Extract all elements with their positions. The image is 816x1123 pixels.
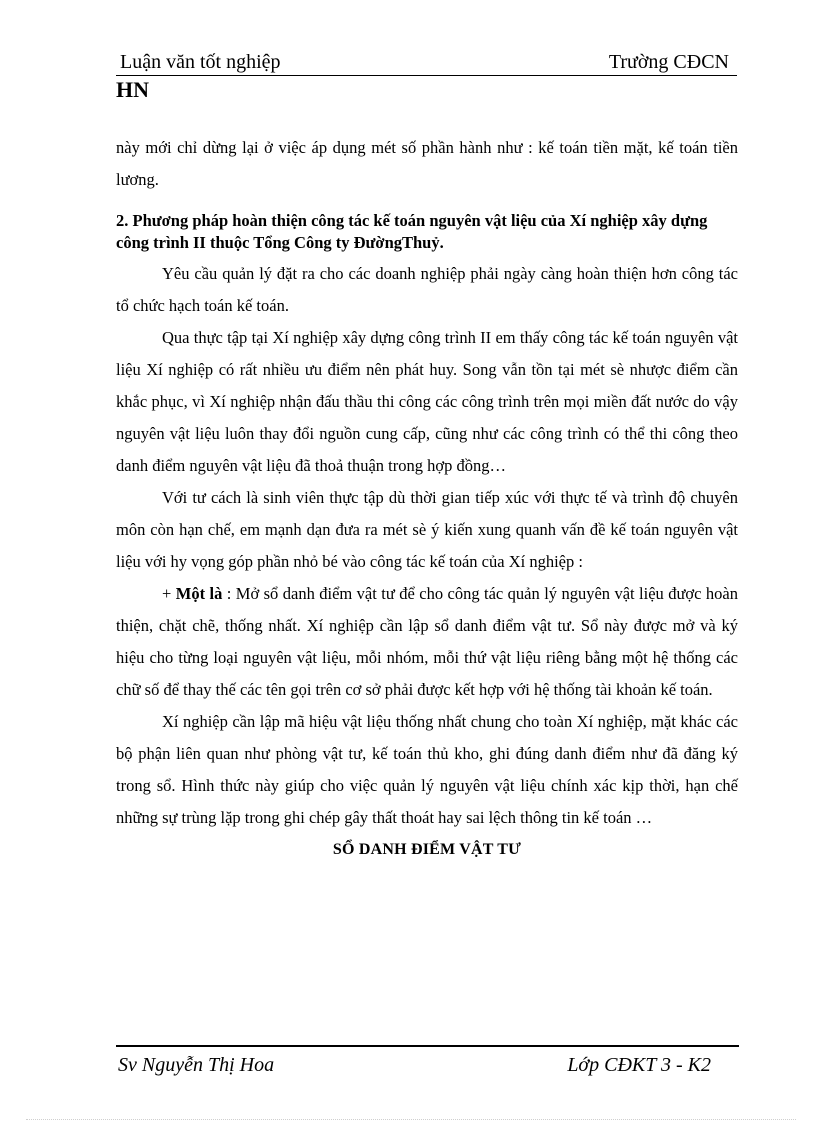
header-thesis-label: Luận văn tốt nghiệp <box>120 51 281 73</box>
table-title: SỔ DANH ĐIỂM VẬT TƯ <box>332 841 522 858</box>
header-row <box>116 50 737 74</box>
proposal-prefix: + <box>162 584 176 603</box>
paragraph-material-code: Xí nghiệp cần lập mã hiệu vật liệu thống nhất chung cho toàn Xí nghiệp, mặt khác các bộ phận liên quan như phòng vật tư, kế toán thủ kho, ghi đúng danh điểm như đã đăng ký trong sổ. Hình thức này giúp cho việc quản lý nguyên vật liệu chính xác kịp thời, hạn chế những sự trùng lặp trong ghi chép gây thất thoát hay sai lệch thông tin kế toán … <box>116 712 738 827</box>
paragraph-requirement: Yêu cầu quản lý đặt ra cho các doanh nghiệp phải ngày càng hoàn thiện hơn công tác tổ chức hạch toán kế toán. <box>116 264 738 315</box>
paragraph-internship: Qua thực tập tại Xí nghiệp xây dựng công trình II em thấy công tác kế toán nguyên vật liệu Xí nghiệp có rất nhiều ưu điểm nên phát huy. Song vẫn tồn tại mét sè nhược điểm cần khắc phục, vì Xí nghiệp nhận đấu thầu thi công các công trình trên mọi miền đất nước do vậy nguyên vật liệu luôn thay đổi nguồn cung cấp, cũng như các công trình có thể thi công theo danh điểm nguyên vật liệu đã thoả thuận trong hợp đồng… <box>116 328 738 475</box>
footer-student-name: Sv Nguyễn Thị Hoa <box>118 1054 275 1076</box>
proposal-text: : Mở sổ danh điểm vật tư để cho công tác quản lý nguyên vật liệu được hoàn thiện, chặt chẽ, thống nhất. Xí nghiệp cần lập sổ danh điểm vật tư. Sổ này được mở và ký hiệu cho từng loại nguyên vật liệu, mỗi nhóm, mỗi thứ vật liệu riêng bằng một hệ thống các chữ số để thay thế các tên gọi trên cơ sở phải được kết hợp với hệ thống tài khoản kế toán. <box>116 584 738 699</box>
page-header <box>116 50 737 102</box>
header-continuation: HN <box>116 77 149 102</box>
footer-class-label: Lớp CĐKT 3 - K2 <box>567 1054 711 1076</box>
page-edge-dots <box>26 1119 796 1120</box>
paragraph-intro: này mới chỉ dừng lại ở việc áp dụng mét số phần hành như : kế toán tiền mặt, kế toán tiền lương. <box>116 138 738 189</box>
section-heading: 2. Phương pháp hoàn thiện công tác kế toán nguyên vật liệu của Xí nghiệp xây dựng công trình II thuộc Tổng Công ty ĐườngThuỷ. <box>116 211 708 252</box>
paragraph-student-view: Với tư cách là sinh viên thực tập dù thời gian tiếp xúc với thực tế và trình độ chuyên môn còn hạn chế, em mạnh dạn đưa ra mét sè ý kiến xung quanh vấn đề kế toán nguyên vật liệu với hy vọng góp phần nhỏ bé vào công tác kế toán của Xí nghiệp : <box>116 488 738 571</box>
document-body <box>116 132 738 866</box>
paragraph-first-proposal <box>116 578 738 706</box>
page-footer <box>116 1045 739 1077</box>
footer-divider <box>116 1045 739 1047</box>
header-school-label: Trường CĐCN <box>608 51 729 73</box>
proposal-label: Một là <box>175 584 223 603</box>
footer-row <box>116 1053 739 1077</box>
header-divider <box>116 75 737 76</box>
